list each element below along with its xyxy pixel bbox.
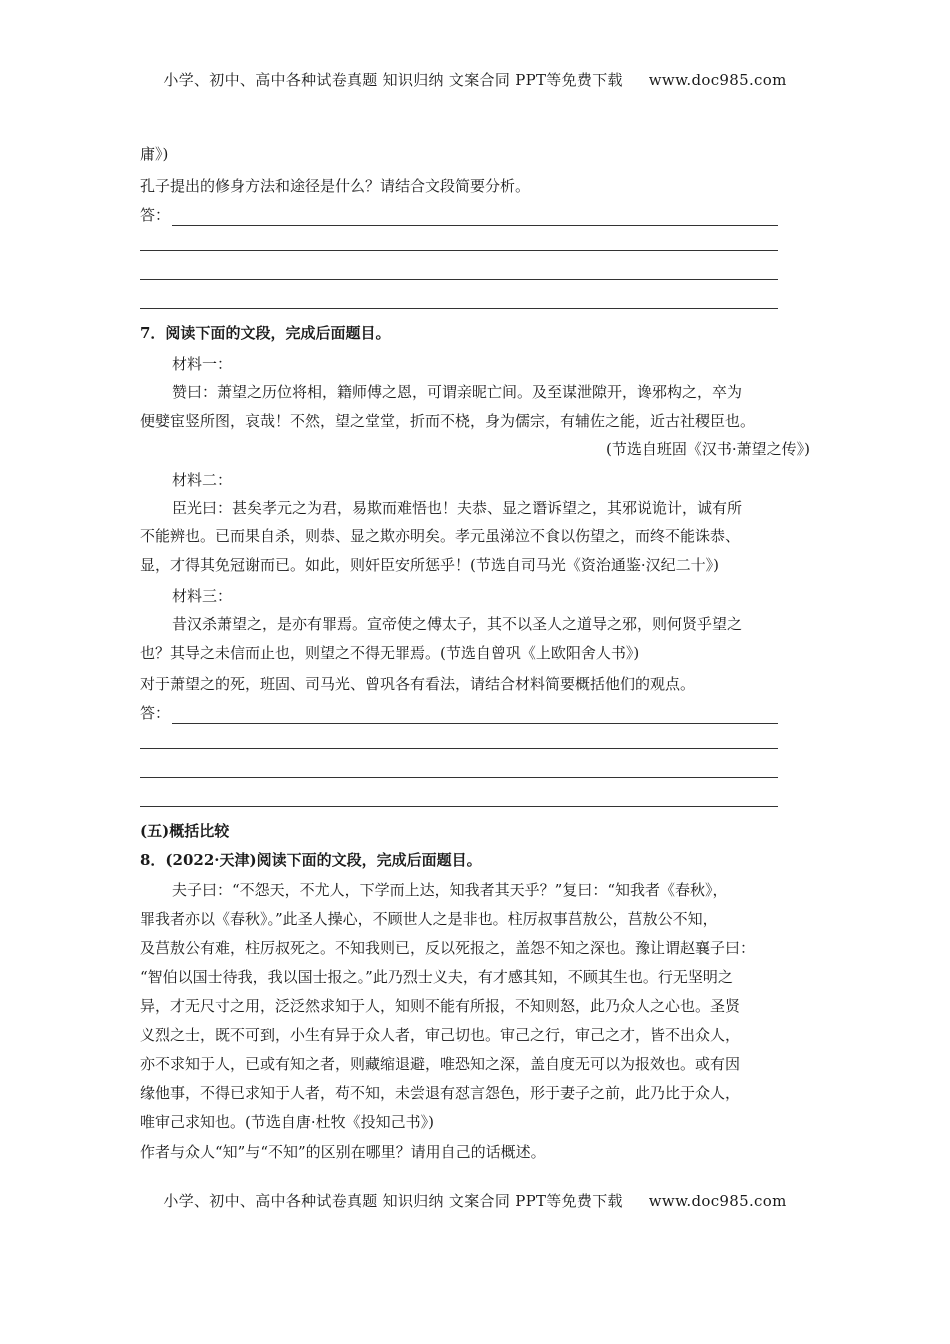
q6-source-tail: 庸》) <box>140 145 169 163</box>
q7-answer-underline[interactable] <box>172 709 778 724</box>
q8-title: 8．(2022·天津)阅读下面的文段，完成后面题目。 <box>140 851 482 869</box>
q8-passage-line: 罪我者亦以《春秋》。”此圣人操心，不顾世人之是非也。柱厉叔事莒敖公，莒敖公不知， <box>140 910 718 928</box>
q8-passage-line: “智伯以国士待我，我以国士报之。”此乃烈士义夫，有才感其知，不顾其生也。行无坚明之 <box>140 968 733 986</box>
q6-answer-rule[interactable] <box>140 308 778 309</box>
q7-answer-rule[interactable] <box>140 748 778 749</box>
q8-passage-line: 唯审己求知也。(节选自唐·杜牧《投知己书》) <box>140 1113 434 1131</box>
q7-material1-source: (节选自班固《汉书·萧望之传》) <box>606 440 810 458</box>
q6-answer-line[interactable] <box>140 204 778 226</box>
q8-passage-line: 夫子曰：“不怨天，不尤人，下学而上达，知我者其天乎？”复曰：“知我者《春秋》， <box>172 881 728 899</box>
q7-material2-line: 臣光曰：甚矣孝元之为君，易欺而难悟也！夫恭、显之谮诉望之，其邪说诡计，诚有所 <box>172 499 743 517</box>
q8-question: 作者与众人“知”与“不知”的区别在哪里？请用自己的话概述。 <box>140 1143 546 1161</box>
q7-answer-rule[interactable] <box>140 806 778 807</box>
q7-material1-label: 材料一： <box>172 355 233 373</box>
q8-passage-line: 亦不求知于人，已或有知之者，则藏缩退避，唯恐知之深，盖自度无可以为报效也。或有因 <box>140 1055 741 1073</box>
q8-passage-line: 异，才无尺寸之用，泛泛然求知于人，知则不能有所报，不知则怒，此乃众人之心也。圣贤 <box>140 997 741 1015</box>
q8-passage-line: 及莒敖公有难，柱厉叔死之。不知我则已，反以死报之，盖怨不知之深也。豫让谓赵襄子曰： <box>140 939 756 957</box>
header-text: 小学、初中、高中各种试卷真题 知识归纳 文案合同 PPT等免费下载 <box>163 71 623 89</box>
q6-question: 孔子提出的修身方法和途径是什么？请结合文段简要分析。 <box>140 177 531 195</box>
page-footer <box>0 1190 950 1211</box>
q6-answer-rule[interactable] <box>140 279 778 280</box>
q7-answer-label: 答： <box>140 704 171 722</box>
q7-material3-line: 昔汉杀萧望之，是亦有罪焉。宣帝使之傅太子，其不以圣人之道导之邪，则何贤乎望之 <box>172 615 743 633</box>
q7-material3-label: 材料三： <box>172 587 233 605</box>
q7-answer-line[interactable] <box>140 702 778 724</box>
q7-material1-line: 便嬖宦竖所图，哀哉！不然，望之堂堂，折而不桡，身为儒宗，有辅佐之能，近古社稷臣也。 <box>140 412 756 430</box>
q7-question: 对于萧望之的死，班固、司马光、曾巩各有看法，请结合材料简要概括他们的观点。 <box>140 675 696 693</box>
section5-title: (五)概括比较 <box>140 822 230 840</box>
q7-material2-line: 显，才得其免冠谢而已。如此，则奸臣安所惩乎！(节选自司马光《资治通鉴·汉纪二十》) <box>140 556 719 574</box>
q7-material2-line: 不能辨也。已而果自杀，则恭、显之欺亦明矣。孝元虽涕泣不食以伤望之，而终不能诛恭、 <box>140 527 741 545</box>
q6-answer-rule[interactable] <box>140 250 778 251</box>
q7-material2-label: 材料二： <box>172 471 233 489</box>
footer-text: 小学、初中、高中各种试卷真题 知识归纳 文案合同 PPT等免费下载 <box>163 1192 623 1210</box>
q7-title: 7．阅读下面的文段，完成后面题目。 <box>140 324 391 342</box>
page-header <box>0 69 950 90</box>
q8-passage-line: 义烈之士，既不可到，小生有异于众人者，审己切也。审己之行，审己之才，皆不出众人， <box>140 1026 741 1044</box>
q6-answer-underline[interactable] <box>172 211 778 226</box>
q7-material3-line: 也？其导之未信而止也，则望之不得无罪焉。(节选自曾巩《上欧阳舍人书》) <box>140 644 640 662</box>
header-site: www.doc985.com <box>648 71 787 89</box>
q7-answer-rule[interactable] <box>140 777 778 778</box>
q8-passage-line: 缘他事，不得已求知于人者，苟不知，未尝退有怼言怨色，形于妻子之前，此乃比于众人， <box>140 1084 741 1102</box>
footer-site: www.doc985.com <box>648 1192 787 1210</box>
q6-answer-label: 答： <box>140 206 171 224</box>
q7-material1-line: 赞曰：萧望之历位将相，籍师傅之恩，可谓亲昵亡间。及至谋泄隙开，谗邪构之，卒为 <box>172 383 743 401</box>
